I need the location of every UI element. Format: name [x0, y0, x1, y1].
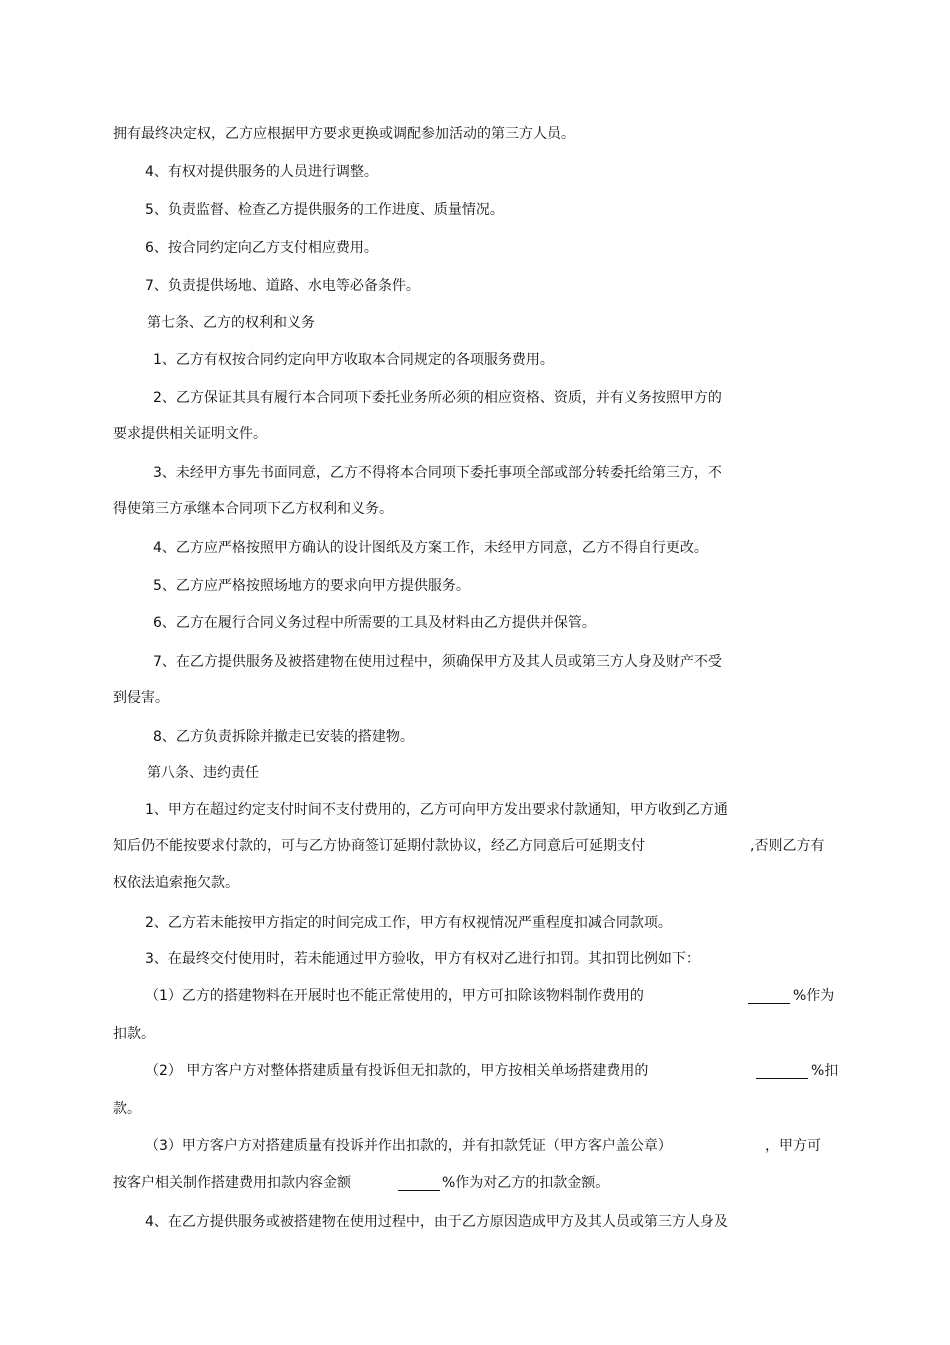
- text-line: 4、乙方应严格按照甲方确认的设计图纸及方案工作，未经甲方同意，乙方不得自行更改。: [153, 540, 708, 556]
- text-line: 4、有权对提供服务的人员进行调整。: [145, 164, 378, 180]
- text-line: 知后仍不能按要求付款的，可与乙方协商签订延期付款协议，经乙方同意后可延期支付: [113, 838, 645, 854]
- text-line: 5、乙方应严格按照场地方的要求向甲方提供服务。: [153, 578, 470, 594]
- text-line: 3、在最终交付使用时，若未能通过甲方验收，甲方有权对乙进行扣罚。其扣罚比例如下：: [145, 951, 700, 967]
- text-line: 2、乙方若未能按甲方指定的时间完成工作，甲方有权视情况严重程度扣减合同款项。: [145, 915, 672, 931]
- text-line: 7、负责提供场地、道路、水电等必备条件。: [145, 278, 420, 294]
- text-line-tail: %作为对乙方的扣款金额。: [442, 1175, 610, 1191]
- text-line: 款。: [113, 1101, 141, 1117]
- text-line: 拥有最终决定权，乙方应根据甲方要求更换或调配参加活动的第三方人员。: [113, 126, 575, 142]
- text-line: 6、按合同约定向乙方支付相应费用。: [145, 240, 378, 256]
- text-line: 1、甲方在超过约定支付时间不支付费用的，乙方可向甲方发出要求付款通知，甲方收到乙方通: [145, 802, 728, 818]
- text-line: 要求提供相关证明文件。: [113, 426, 267, 442]
- text-line: 5、负责监督、检查乙方提供服务的工作进度、质量情况。: [145, 202, 504, 218]
- text-line: 3、未经甲方事先书面同意，乙方不得将本合同项下委托事项全部或部分转委托给第三方，不: [153, 465, 722, 481]
- text-line: 1、乙方有权按合同约定向甲方收取本合同规定的各项服务费用。: [153, 352, 554, 368]
- text-line: 4、在乙方提供服务或被搭建物在使用过程中，由于乙方原因造成甲方及其人员或第三方人身及: [145, 1214, 728, 1230]
- text-line-tail: %扣: [811, 1063, 839, 1079]
- text-line: （1）乙方的搭建物料在开展时也不能正常使用的，甲方可扣除该物料制作费用的: [145, 988, 644, 1004]
- fill-in-blank: [748, 1003, 790, 1004]
- fill-in-blank: [398, 1190, 440, 1191]
- text-line: （2） 甲方客户方对整体搭建质量有投诉但无扣款的，甲方按相关单场搭建费用的: [145, 1063, 649, 1079]
- text-line: 2、乙方保证其具有履行本合同项下委托业务所必须的相应资格、资质，并有义务按照甲方的: [153, 390, 722, 406]
- text-line: 到侵害。: [113, 690, 169, 706]
- text-line: 6、乙方在履行合同义务过程中所需要的工具及材料由乙方提供并保管。: [153, 615, 596, 631]
- text-line-tail: ，甲方可: [765, 1138, 821, 1154]
- text-line: 得使第三方承继本合同项下乙方权利和义务。: [113, 501, 393, 517]
- section-heading: 第八条、违约责任: [147, 765, 259, 781]
- text-line-tail: %作为: [793, 988, 835, 1004]
- fill-in-blank: [756, 1078, 808, 1079]
- text-line-tail: ,否则乙方有: [750, 838, 825, 854]
- text-line: 扣款。: [113, 1026, 155, 1042]
- text-line: 权依法追索拖欠款。: [113, 875, 239, 891]
- text-line: （3）甲方客户方对搭建质量有投诉并作出扣款的，并有扣款凭证（甲方客户盖公章）: [145, 1138, 672, 1154]
- text-line: 7、在乙方提供服务及被搭建物在使用过程中，须确保甲方及其人员或第三方人身及财产不受: [153, 654, 722, 670]
- section-heading: 第七条、乙方的权利和义务: [147, 315, 315, 331]
- text-line: 8、乙方负责拆除并撤走已安装的搭建物。: [153, 729, 414, 745]
- text-line: 按客户相关制作搭建费用扣款内容金额: [113, 1175, 351, 1191]
